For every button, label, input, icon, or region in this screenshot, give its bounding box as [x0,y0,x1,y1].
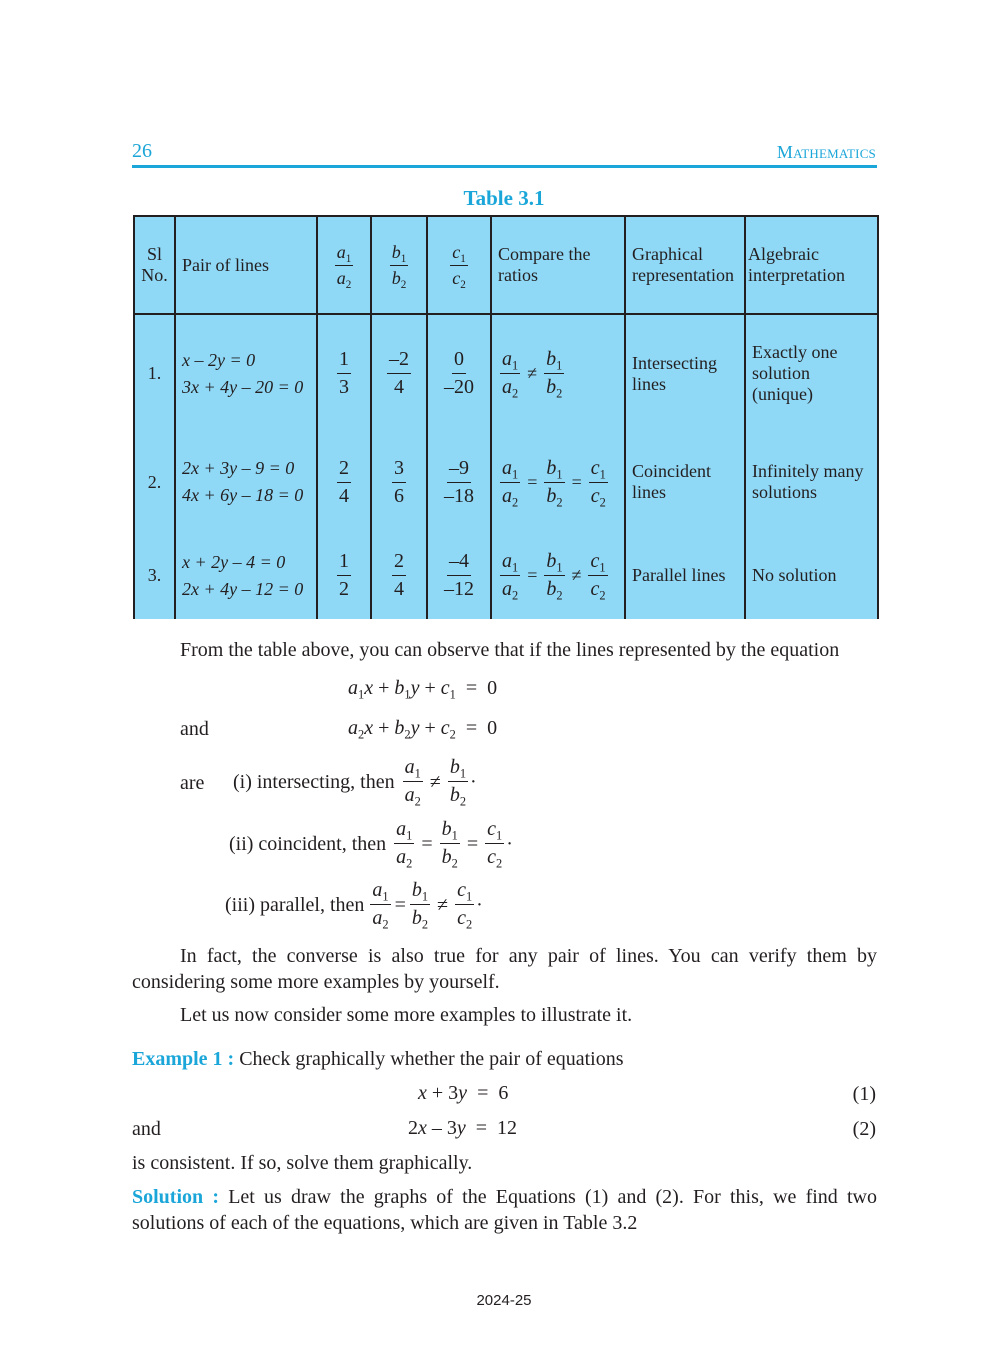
table-3-1 [133,215,879,619]
row-ratio-comparison: $\frac{a_1}{a_2}$ = $\frac{b_1}{b_2}$ ≠ $\frac{c_1}{c_2}$ [491,532,625,619]
row-ratio-c: $\frac{-4}{-12}$ [427,532,491,619]
condition-parallel: (iii) parallel, then $\frac{a_1}{a_2}$ = $\frac{b_1}{b_2}$ ≠ $\frac{c_1}{c_2}$ · [225,879,483,932]
table-row [134,532,878,619]
paragraph-converse: In fact, the converse is also true for any pair of lines. You can verify them by considering some more examples by yourself. [132,945,877,993]
row-equations [175,532,317,619]
row-sl-number: 2. [134,432,175,532]
header-algebraic-interpretation: Algebraic interpretation [745,216,878,314]
row-equations [175,314,317,432]
header-rule [132,165,877,168]
label-and-2: and [132,1118,161,1140]
condition-intersecting: (i) intersecting, then $\frac{a_1}{a_2}$ ≠ $\frac{b_1}{b_2}$ · [233,756,477,809]
header-ratio-a: $\frac{a_1}{a_2}$ [317,216,371,314]
equation-number-1: (1) [852,1083,876,1105]
table-row [134,314,878,432]
header-graphical-representation: Graphical representation [625,216,745,314]
footer-year: 2024-25 [476,1292,532,1309]
row-ratio-c: $\frac{-9}{-18}$ [427,432,491,532]
example-1 [132,1046,624,1072]
equation-line-2: $a_2x + b_2y + c_2 = 0$ [348,717,498,742]
row-equation-1: x + 2y – 4 = 0 [182,551,286,572]
row-algebraic: Exactly one solution (unique) [745,314,878,432]
row-sl-number: 1. [134,314,175,432]
table-header-row [134,216,878,314]
row-equation-2: 4x + 6y – 18 = 0 [182,485,304,505]
paragraph-consistent: is consistent. If so, solve them graphically. [132,1152,473,1174]
table-row [134,432,878,532]
table-title: Table 3.1 [463,186,545,210]
solution-paragraph [132,1184,877,1236]
page-number: 26 [132,140,152,162]
row-equation-1: x – 2y = 0 [182,349,256,370]
example-label: Example 1 : [132,1048,235,1070]
row-ratio-comparison: $\frac{a_1}{a_2}$ ≠ $\frac{b_1}{b_2}$ [491,314,625,432]
row-ratio-c: $\frac{0}{-20}$ [427,314,491,432]
paragraph-observation: From the table above, you can observe that if the lines represented by the equation [180,639,840,661]
row-graphical: Coincident lines [625,432,745,532]
condition-coincident-label: (ii) coincident, then [229,832,387,855]
row-ratio-b: $\frac{-2}{4}$ [371,314,427,432]
solution-text: Let us draw the graphs of the Equations (1) and (2). For this, we find two solutions of each of the equations, which are given in Table 3.2 [132,1186,877,1234]
row-equations [175,432,317,532]
row-graphical: Parallel lines [625,532,745,619]
row-ratio-a: $\frac{1}{3}$ [317,314,371,432]
header-sl-no: Sl No. [134,216,175,314]
condition-parallel-label: (iii) parallel, then [225,893,365,916]
header-pair-of-lines: Pair of lines [175,216,317,314]
header-ratio-c: $\frac{c_1}{c_2}$ [427,216,491,314]
row-sl-number: 3. [134,532,175,619]
equation-line-1: $a_1x + b_1y + c_1 = 0$ [348,677,498,702]
paragraph-examples: Let us now consider some more examples to illustrate it. [180,1004,633,1026]
equation-number-2: (2) [852,1118,876,1140]
row-graphical: Intersecting lines [625,314,745,432]
solution-label: Solution : [132,1186,219,1208]
example-equation-1: x + 3y = 6 [418,1082,509,1104]
header-ratio-b: $\frac{b_1}{b_2}$ [371,216,427,314]
row-algebraic: Infinitely many solutions [745,432,878,532]
row-ratio-b: $\frac{2}{4}$ [371,532,427,619]
row-equation-2: 2x + 4y – 12 = 0 [182,578,304,599]
row-ratio-a: $\frac{2}{4}$ [317,432,371,532]
header-compare-ratios: Compare the ratios [491,216,625,314]
row-equation-1: 2x + 3y – 9 = 0 [182,458,295,478]
running-head: Mathematics [776,142,876,162]
row-ratio-b: $\frac{3}{6}$ [371,432,427,532]
example-text: Check graphically whether the pair of equations [239,1048,624,1070]
row-ratio-a: $\frac{1}{2}$ [317,532,371,619]
row-algebraic: No solution [745,532,878,619]
example-equation-2: 2x – 3y = 12 [408,1117,518,1139]
row-equation-2: 3x + 4y – 20 = 0 [182,376,304,397]
condition-coincident: (ii) coincident, then $\frac{a_1}{a_2}$ = $\frac{b_1}{b_2}$ = $\frac{c_1}{c_2}$ · [229,818,513,871]
label-are: are [180,772,205,794]
label-and: and [180,718,209,740]
row-ratio-comparison: $\frac{a_1}{a_2}$ = $\frac{b_1}{b_2}$ = $\frac{c_1}{c_2}$ [491,432,625,532]
condition-intersecting-label: (i) intersecting, then [233,770,395,793]
